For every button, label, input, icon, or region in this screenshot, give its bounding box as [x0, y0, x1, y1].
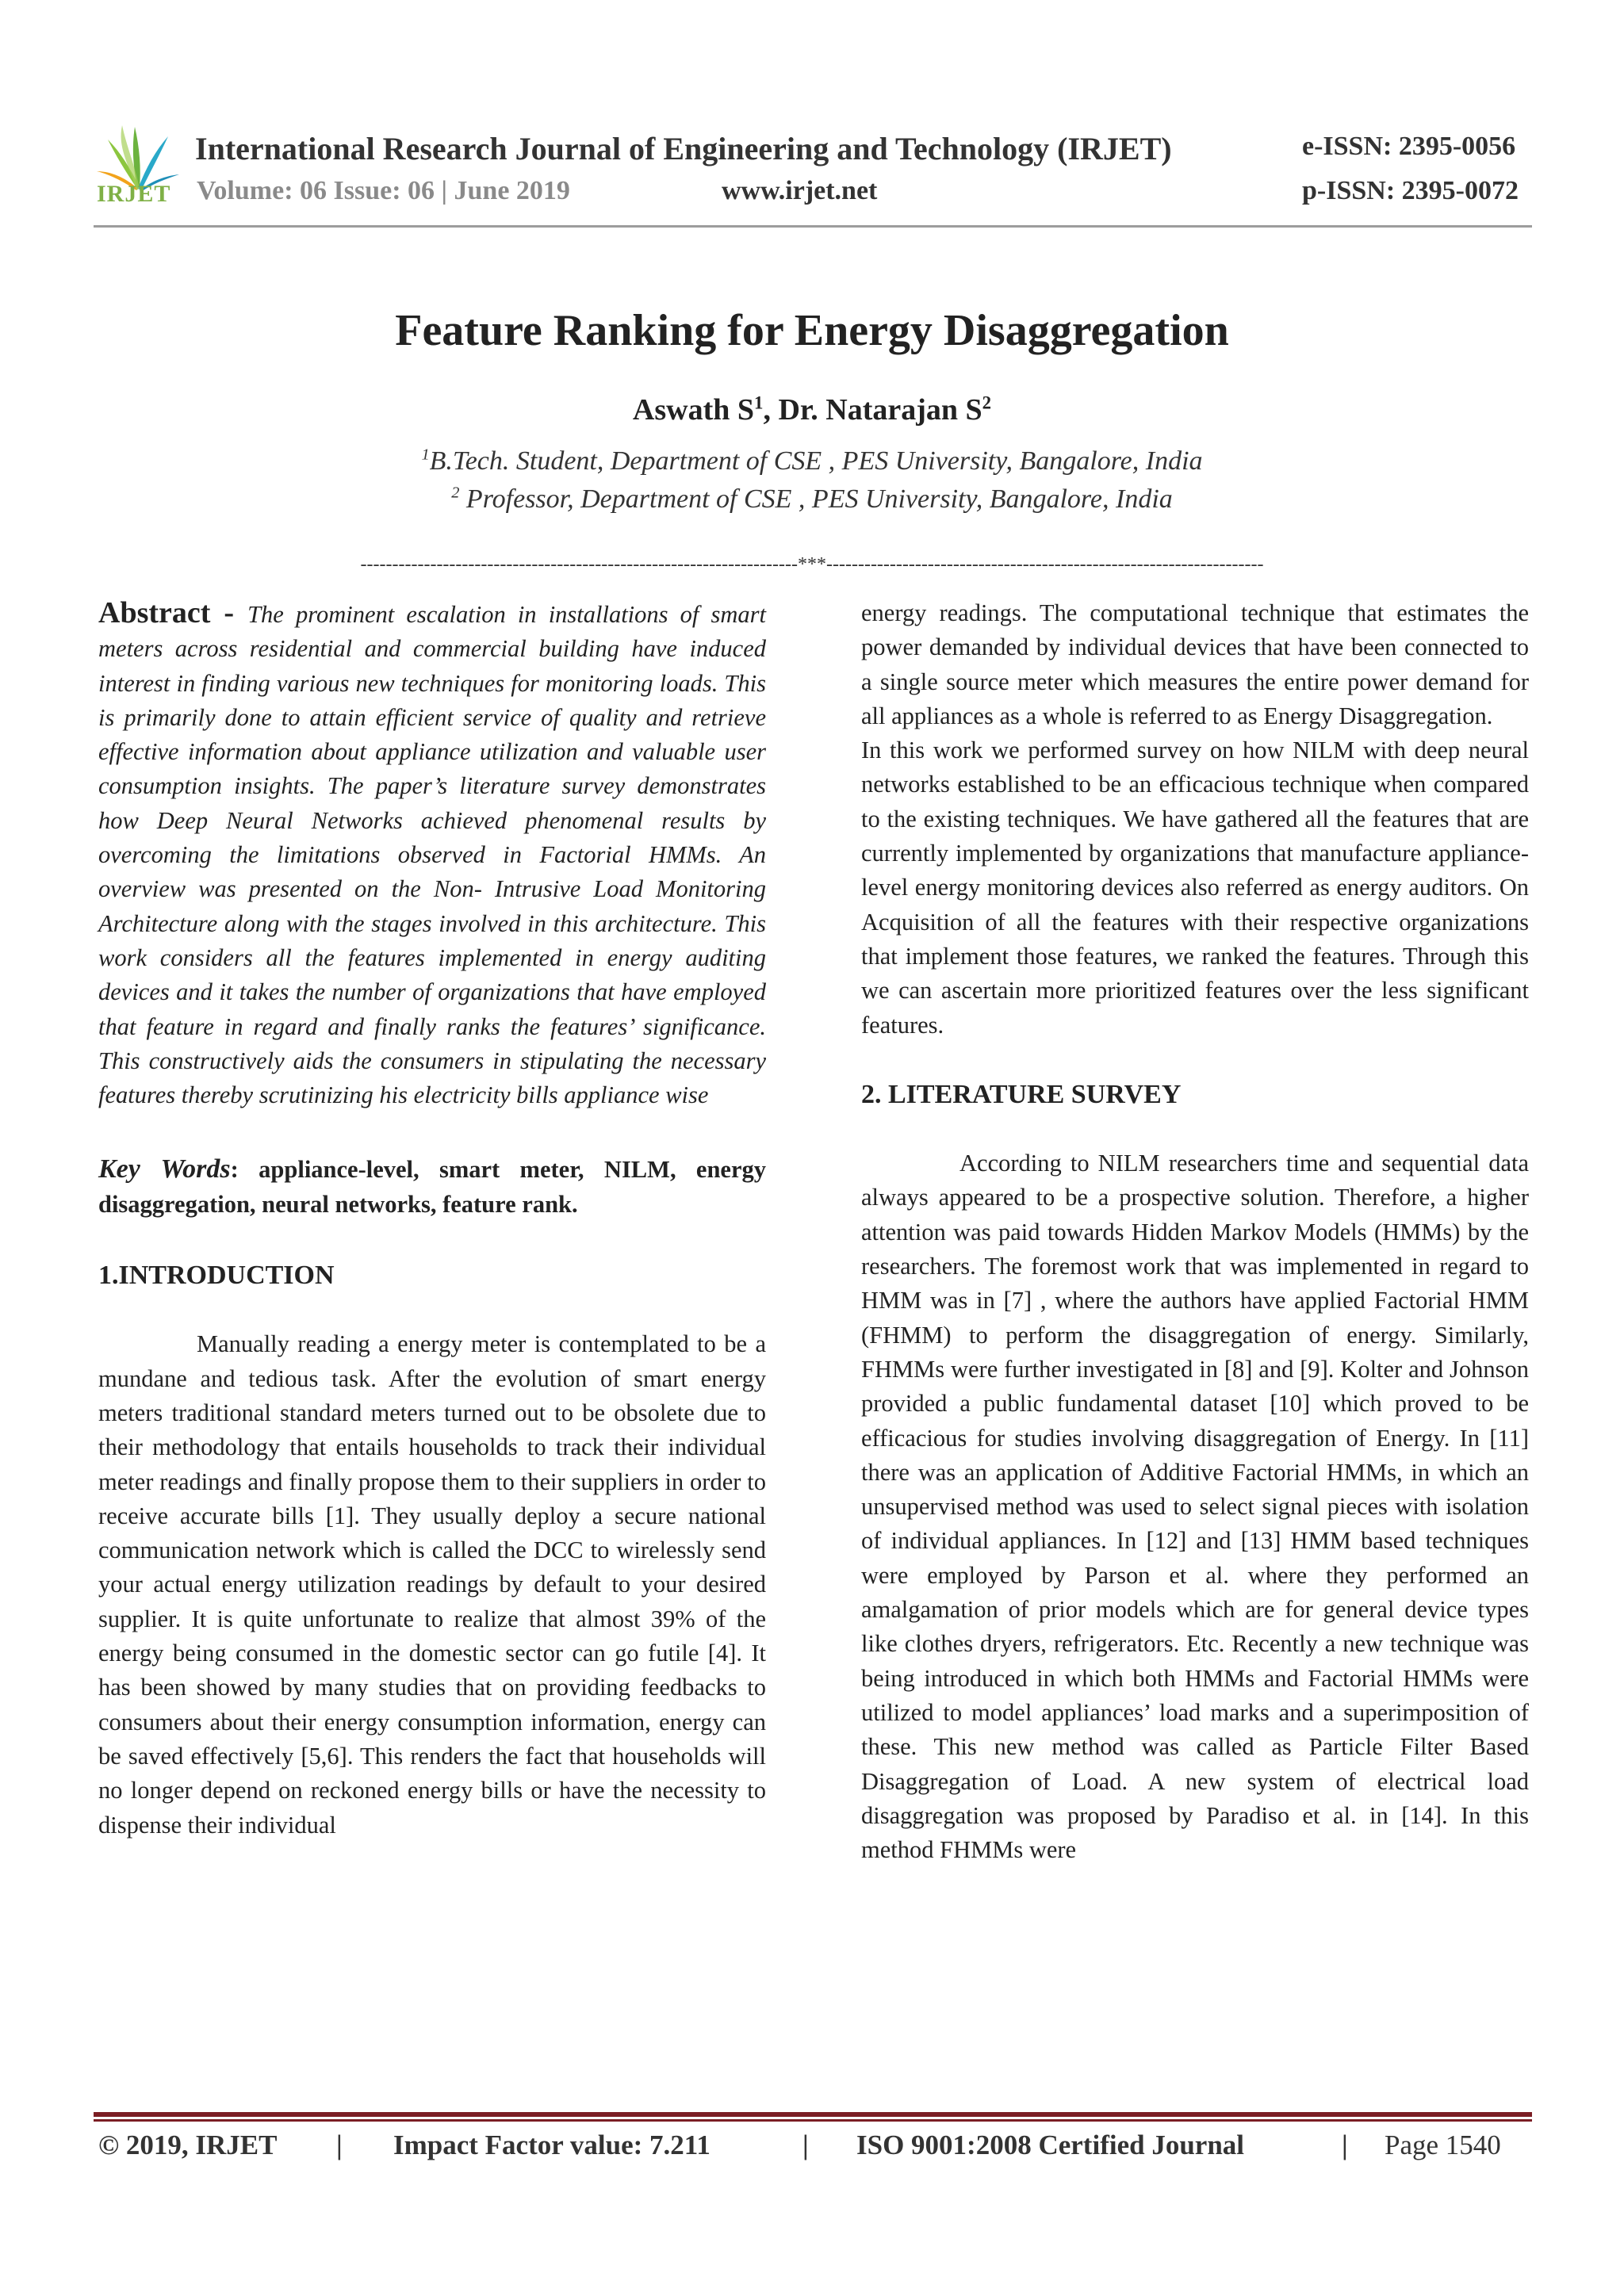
introduction-paragraph-2: In this work we performed survey on how NILM with deep neural networks established to be an efficacious technique when compared to the existing techniques. We have gathered all the features that are currently implemented by organizations that manufacture appliance-level energy monitoring devices also referred as energy auditors. On Acquisition of all the features with their respective organizations that implement those features, we ranked the features. Through this we can ascertain more prioritized features over the less significant features. [861, 737, 1529, 1039]
volume-issue: Volume: 06 Issue: 06 | June 2019 [197, 176, 570, 205]
e-issn: e-ISSN: 2395-0056 [1302, 132, 1516, 161]
footer-separator: | [336, 2130, 343, 2160]
keywords [98, 1152, 766, 1222]
affiliation-2 [0, 484, 1624, 515]
introduction-text: Manually reading a energy meter is contemplated to be a mundane and tedious task. After the evolution of smart energy meters traditional standard meters turned out to be obsolete due to their methodology that entails households to track their individual meter readings and finally propose them to their suppliers in order to receive accurate bills [1]. They usually deploy a secure national communication network which is called the DCC to wirelessly send your actual energy utilization readings by default to your desired supplier. It is quite unfortunate to realize that almost 39% of the energy being consumed in the domestic sector can go futile [4]. It has been showed by many studies that on providing feedbacks to consumers about their energy consumption information, energy can be saved effectively [5,6]. This renders the fact that households will no longer depend on reckoned energy bills or have the necessity to dispense their individual [98, 1330, 766, 1839]
footer-iso: ISO 9001:2008 Certified Journal [856, 2130, 1245, 2160]
affiliation-2-mark: 2 [451, 484, 460, 502]
footer-rule-thin [94, 2119, 1532, 2122]
author-1: Aswath S [632, 393, 755, 427]
footer-separator: | [1342, 2130, 1348, 2160]
keywords-label: Key Words [98, 1154, 231, 1184]
introduction-heading: 1.INTRODUCTION [98, 1261, 335, 1291]
footer-impact-factor: Impact Factor value: 7.211 [393, 2130, 710, 2160]
affiliation-2-text: Professor, Department of CSE , PES University, Bangalore, India [459, 484, 1173, 514]
header-rule [94, 225, 1532, 228]
section-divider: ---------------------------------------------------------------------***--------------------------------------------------------------------- [360, 555, 1264, 574]
footer-copyright: © 2019, IRJET [98, 2130, 278, 2160]
affiliation-1 [0, 446, 1624, 476]
left-column [98, 596, 766, 1843]
abstract-label: Abstract - [98, 596, 248, 629]
paper-title: Feature Ranking for Energy Disaggregation [395, 306, 1229, 355]
affiliation-1-mark: 1 [421, 446, 430, 464]
keywords-colon: : [230, 1156, 259, 1184]
p-issn: p-ISSN: 2395-0072 [1302, 176, 1519, 205]
logo-wordmark: IRJET [97, 181, 171, 207]
introduction-continued: energy readings. The computational technique that estimates the power demanded by individual devices that have been connected to a single source meter which measures the entire power demand for all appliances as a whole is referred to as Energy Disaggregation. [861, 599, 1529, 729]
literature-survey-text: According to NILM researchers time and sequential data always appeared to be a prospective solution. Therefore, a higher attention was paid towards Hidden Markov Models (HMMs) by the researchers. The foremost work that was implemented in regard to HMM was in [7] , where the authors have applied Factorial HMM (FHMM) to perform the disaggregation of energy. Similarly, FHMMs were further investigated in [8] and [9]. Kolter and Johnson provided a public fundamental dataset [10] which proved to be efficacious for studies involving disaggregation of Energy. In [11] there was an application of Additive Factorial HMMs, in which an unsupervised method was used to select signal pieces with isolation of individual appliances. In [12] and [13] HMM based techniques were employed by Parson et al. where they performed an amalgamation of prior models which are for general device types like clothes dryers, refrigerators. Etc. Recently a new technique was being introduced in which both HMMs and Factorial HMMs were utilized to model appliances’ load marks and a superimposition of these. This new method was called as Particle Filter Based Disaggregation of Load. A new system of electrical load disaggregation was proposed by Paradiso et al. in [14]. In this method FHMMs were [861, 1150, 1529, 1864]
keywords-text: appliance-level, smart meter, NILM, energy disaggregation, neural networks, feature rank. [98, 1156, 766, 1218]
author-2-mark: 2 [982, 392, 992, 413]
right-column [861, 596, 1529, 1867]
journal-website-link[interactable]: www.irjet.net [722, 176, 878, 205]
author-2: , Dr. Natarajan S [763, 393, 982, 427]
footer-page-number: Page 1540 [1385, 2130, 1501, 2160]
abstract [98, 596, 766, 1112]
author-1-mark: 1 [754, 392, 764, 413]
literature-survey-heading: 2. LITERATURE SURVEY [861, 1079, 1182, 1109]
footer-separator: | [802, 2130, 809, 2160]
footer-rule-thick [94, 2112, 1532, 2117]
journal-title: International Research Journal of Engineering and Technology (IRJET) [195, 131, 1172, 166]
author-list [0, 392, 1624, 427]
affiliation-1-text: B.Tech. Student, Department of CSE , PES University, Bangalore, India [429, 446, 1203, 476]
abstract-text: The prominent escalation in installations of smart meters across residential and commercial building have induced interest in finding various new techniques for monitoring loads. This is primarily done to attain efficient service of quality and retrieve effective information about appliance utilization and valuable user consumption insights. The paper’s literature survey demonstrates how Deep Neural Networks achieved phenomenal results by overcoming the limitations observed in Factorial HMMs. An overview was presented on the Non- Intrusive Load Monitoring Architecture along with the stages involved in this architecture. This work considers all the features implemented in energy auditing devices and it takes the number of organizations that have employed that feature in regard and finally ranks the features’ significance. This constructively aids the consumers in stipulating the necessary features thereby scrutinizing his electricity bills appliance wise [98, 601, 766, 1109]
